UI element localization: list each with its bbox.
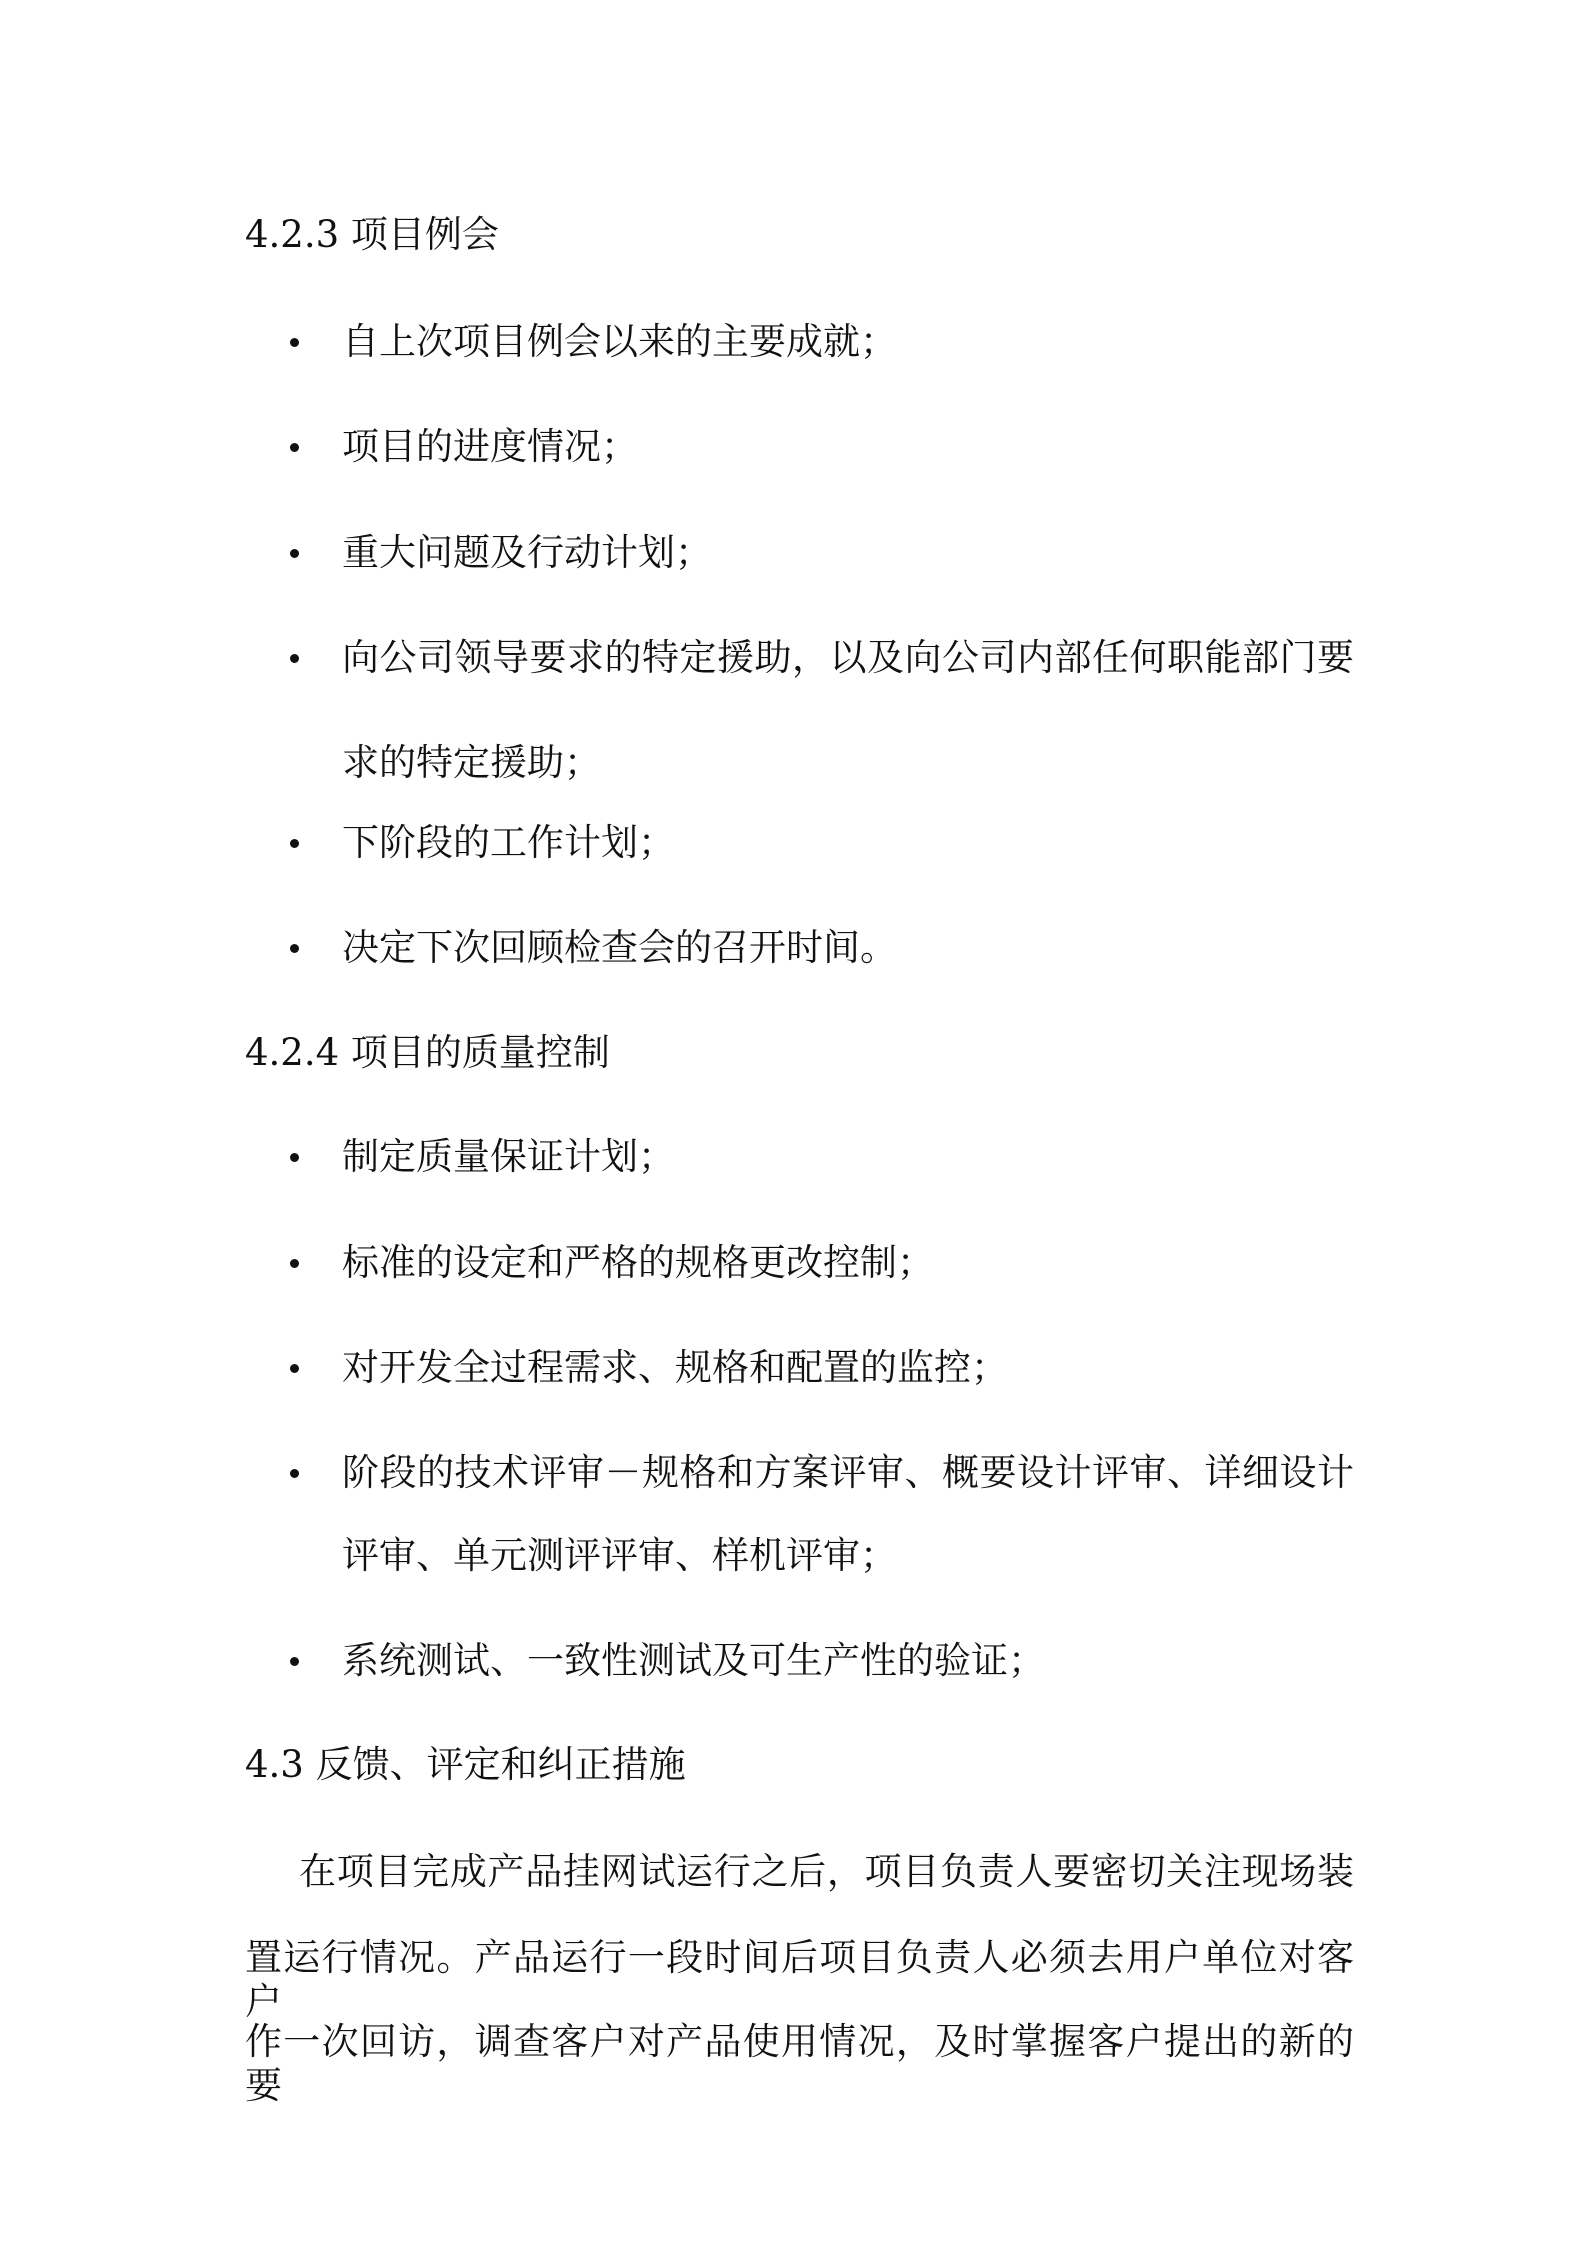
bullet-icon (290, 1364, 299, 1373)
list-item: 重大问题及行动计划； (342, 531, 712, 574)
list-item: 向公司领导要求的特定援助，以及向公司内部任何职能部门要 (342, 636, 1354, 679)
list-item-continuation: 求的特定援助； (342, 741, 601, 784)
bullet-icon (290, 1657, 299, 1666)
heading-4-3: 4.3 反馈、评定和纠正措施 (245, 1743, 686, 1786)
bullet-icon (290, 944, 299, 953)
list-item: 对开发全过程需求、规格和配置的监控； (342, 1346, 1008, 1389)
bullet-icon (290, 654, 299, 663)
bullet-icon (290, 338, 299, 347)
bullet-icon (290, 1153, 299, 1162)
list-item-continuation: 评审、单元测评评审、样机评审； (342, 1534, 897, 1577)
list-item: 阶段的技术评审－规格和方案评审、概要设计评审、详细设计 (342, 1451, 1354, 1494)
paragraph-line: 作一次回访，调查客户对产品使用情况，及时掌握客户提出的新的要 (245, 2020, 1354, 2107)
list-item: 下阶段的工作计划； (342, 821, 675, 864)
heading-4-2-4: 4.2.4 项目的质量控制 (245, 1031, 610, 1074)
list-item: 自上次项目例会以来的主要成就； (342, 320, 897, 363)
list-item: 项目的进度情况； (342, 425, 638, 468)
paragraph-line: 在项目完成产品挂网试运行之后，项目负责人要密切关注现场装 (299, 1850, 1354, 1893)
bullet-icon (290, 443, 299, 452)
paragraph-line: 置运行情况。产品运行一段时间后项目负责人必须去用户单位对客户 (245, 1936, 1354, 2023)
list-item: 决定下次回顾检查会的召开时间。 (342, 926, 897, 969)
bullet-icon (290, 839, 299, 848)
bullet-icon (290, 549, 299, 558)
list-item: 标准的设定和严格的规格更改控制； (342, 1241, 934, 1284)
list-item: 制定质量保证计划； (342, 1135, 675, 1178)
bullet-icon (290, 1259, 299, 1268)
bullet-icon (290, 1469, 299, 1478)
heading-4-2-3: 4.2.3 项目例会 (245, 213, 499, 256)
list-item: 系统测试、一致性测试及可生产性的验证； (342, 1639, 1045, 1682)
